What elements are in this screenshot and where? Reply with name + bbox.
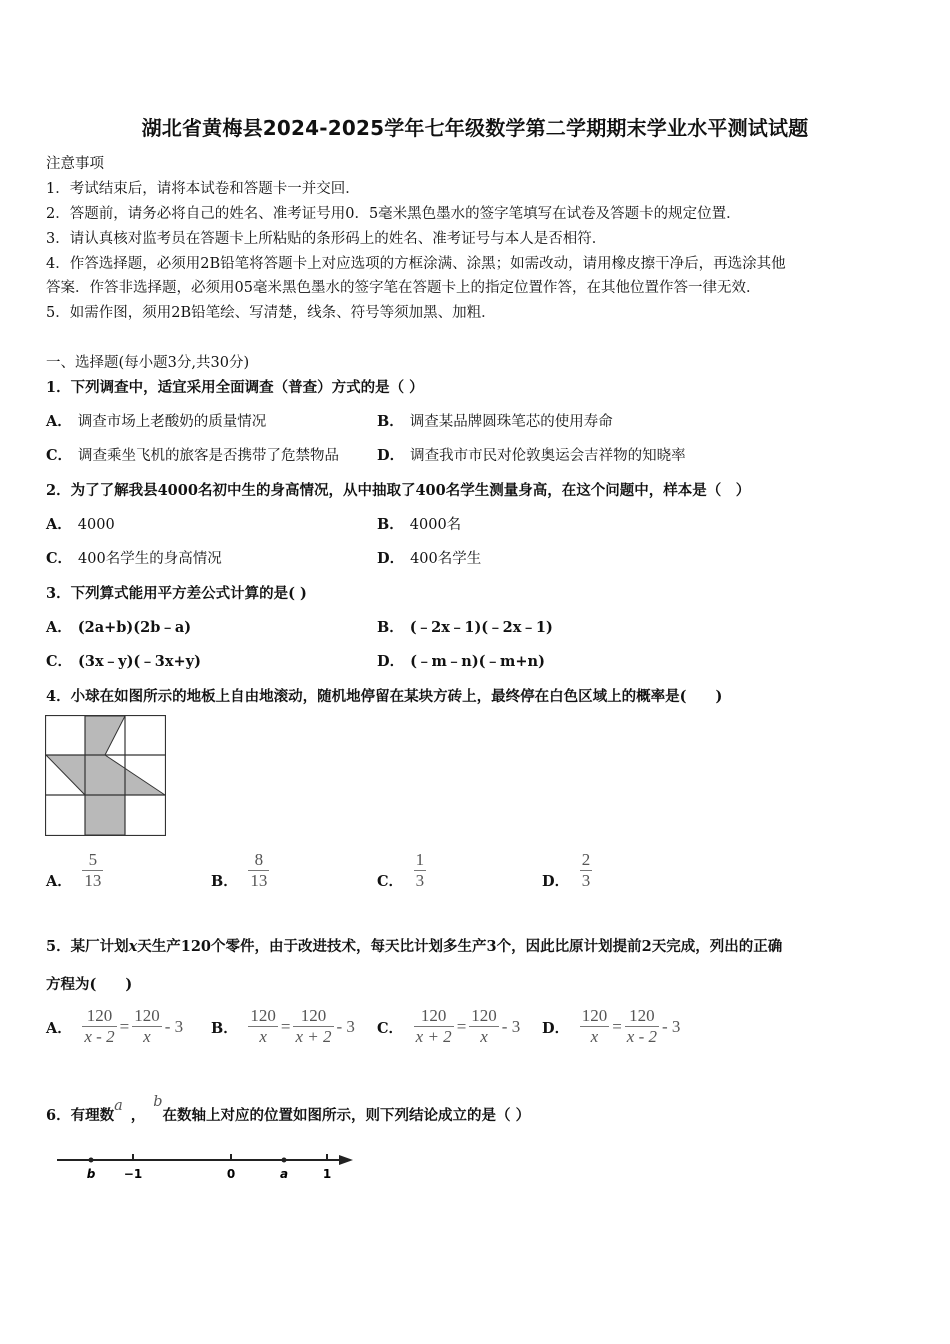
point-a	[282, 1158, 287, 1163]
q5-option-c: C． $\frac{120}{x + 2}$ = $\frac{120}{x}$ - 3	[377, 1006, 521, 1046]
notice-item-4-cont: 答案．作答非选择题，必须用05毫米黑色墨水的签字笔在答题卡上的指定位置作答，在其他位置作答一律无效．	[46, 280, 761, 296]
label-a: a	[279, 1167, 289, 1181]
q6-stem: 6．有理数a，b在数轴上对应的位置如图所示，则下列结论成立的是（ ）	[46, 1094, 531, 1124]
q4-option-d: D． $\frac{2}{3}$	[542, 850, 591, 890]
axis-arrow	[339, 1155, 353, 1165]
q5-stem-cont: 方程为( )	[46, 976, 133, 993]
q1-option-b: B． 调查某品牌圆珠笔芯的使用寿命	[377, 413, 613, 430]
q3-stem: 3．下列算式能用平方差公式计算的是( )	[46, 585, 307, 602]
q4-option-c: C． $\frac{1}{3}$	[377, 850, 425, 890]
shaded-region	[46, 716, 165, 835]
notice-item-4: 4．作答选择题，必须用2B铅笔将答题卡上对应选项的方框涂满、涂黑；如需改动，请用橡皮擦干净后，再选涂其他	[46, 256, 786, 272]
notice-item-5: 5．如需作图，须用2B铅笔绘、写清楚，线条、符号等须加黑、加粗．	[46, 305, 496, 321]
notice-item-2: 2．答题前，请务必将自己的姓名、准考证号用0．5毫米黑色墨水的签字笔填写在试卷及答题卡的规定位置．	[46, 206, 741, 222]
q4-floor-figure	[45, 715, 166, 836]
q4-option-b: B． $\frac{8}{13}$	[211, 850, 268, 890]
label-b: b	[86, 1167, 96, 1181]
point-b	[89, 1158, 94, 1163]
notice-heading: 注意事项	[46, 156, 104, 172]
q3-option-b: B． (﹣2x﹣1)(﹣2x﹣1)	[377, 619, 553, 636]
q2-option-b: B． 4000名	[377, 516, 462, 533]
label-0: 0	[226, 1167, 236, 1181]
q2-option-a: A． 4000	[46, 516, 115, 533]
q2-stem: 2．为了了解我县4000名初中生的身高情况，从中抽取了400名学生测量身高，在这个问题中，样本是（ ）	[46, 482, 751, 499]
q5-option-b: B． $\frac{120}{x}$ = $\frac{120}{x + 2}$ - 3	[211, 1006, 355, 1046]
q2-option-c: C． 400名学生的身高情况	[46, 550, 222, 567]
q2-option-d: D． 400名学生	[377, 550, 482, 567]
q4-option-a: A． $\frac{5}{13}$	[46, 850, 102, 890]
label-1: 1	[322, 1167, 332, 1181]
q5-option-d: D． $\frac{120}{x}$ = $\frac{120}{x - 2}$ - 3	[542, 1006, 681, 1046]
q1-option-a: A． 调查市场上老酸奶的质量情况	[46, 413, 267, 430]
q4-stem: 4．小球在如图所示的地板上自由地滚动，随机地停留在某块方砖上，最终停在白色区域上的概率是( )	[46, 688, 723, 705]
page-title: 湖北省黄梅县2024-2025学年七年级数学第二学期期末学业水平测试试题	[141, 116, 809, 140]
q3-option-c: C． (3x﹣y)(﹣3x+y)	[46, 653, 201, 670]
notice-item-3: 3．请认真核对监考员在答题卡上所粘贴的条形码上的姓名、准考证号与本人是否相符．	[46, 231, 607, 247]
label-neg1: −1	[123, 1167, 143, 1181]
q1-option-d: D． 调查我市市民对伦敦奥运会吉祥物的知晓率	[377, 447, 686, 464]
q3-option-a: A． (2a+b)(2b﹣a)	[46, 619, 192, 636]
section-heading: 一、选择题(每小题3分,共30分)	[46, 355, 250, 371]
q3-option-d: D． (﹣m﹣n)(﹣m+n)	[377, 653, 545, 670]
notice-item-1: 1．考试结束后，请将本试卷和答题卡一并交回．	[46, 181, 360, 197]
q1-option-c: C． 调查乘坐飞机的旅客是否携带了危禁物品	[46, 447, 340, 464]
q5-stem: 5．某厂计划x天生产120个零件，由于改进技术，每天比计划多生产3个，因此比原计划提前2天完成，列出的正确	[46, 938, 783, 955]
q6-number-line	[55, 1150, 360, 1184]
q1-stem: 1．下列调查中，适宜采用全面调查（普查）方式的是（ ）	[46, 379, 424, 396]
q5-option-a: A． $\frac{120}{x - 2}$ = $\frac{120}{x}$ - 3	[46, 1006, 184, 1046]
